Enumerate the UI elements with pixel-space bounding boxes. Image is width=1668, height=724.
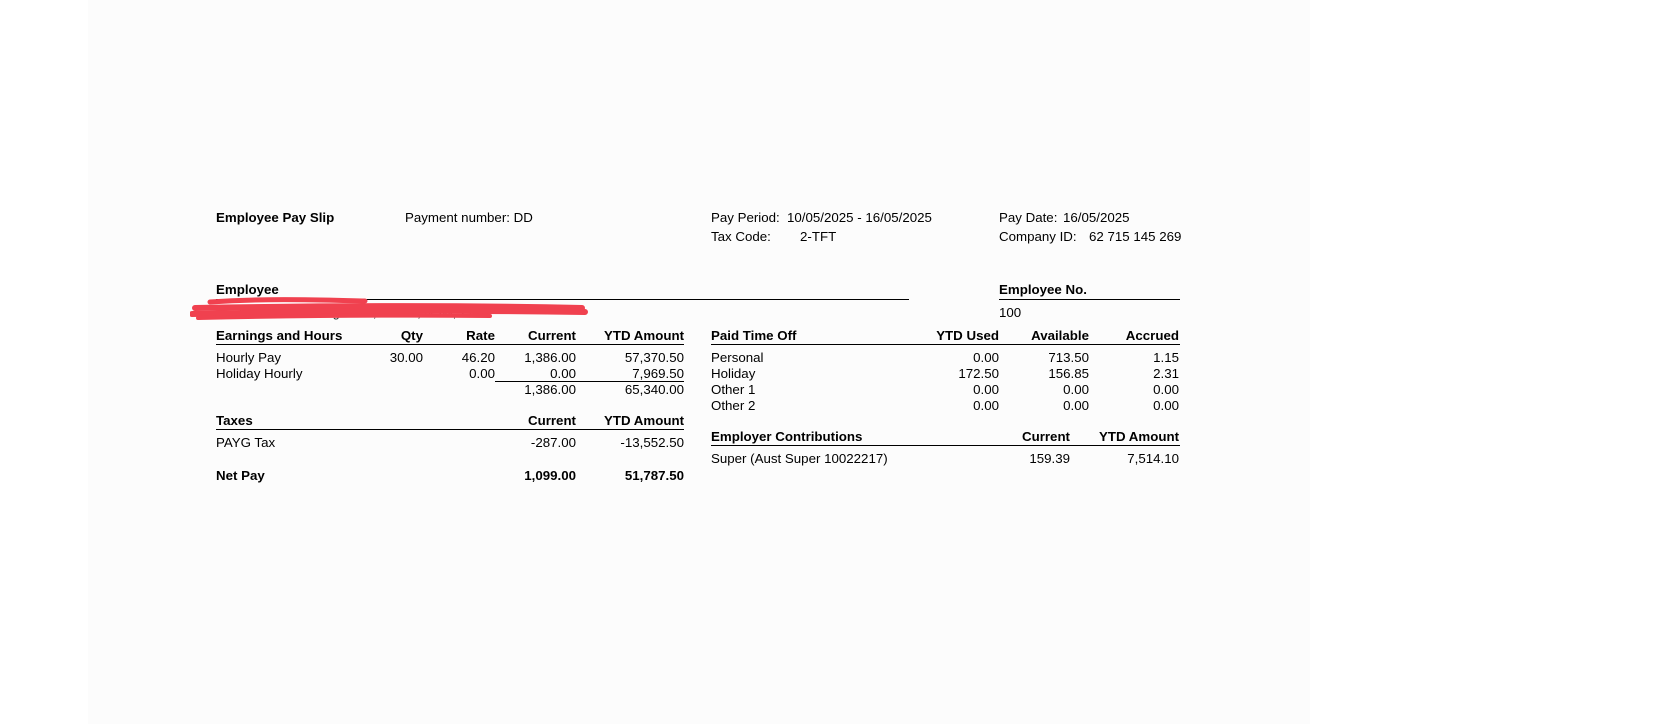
pay-period-label: Pay Period: <box>711 210 780 225</box>
earnings-row-label: Hourly Pay <box>216 350 282 365</box>
earnings-row-label: Holiday Hourly <box>216 366 303 381</box>
earnings-row-current: 0.00 <box>550 366 576 381</box>
pto-header-accrued: Accrued <box>1125 328 1179 343</box>
pto-row-label: Holiday <box>711 366 756 381</box>
employee-no-heading: Employee No. <box>999 282 1087 297</box>
pto-row-available: 713.50 <box>1048 350 1089 365</box>
contrib-header-rule <box>711 445 1180 446</box>
tax-code-value: 2-TFT <box>800 229 837 244</box>
contrib-header-ytd: YTD Amount <box>1098 429 1179 444</box>
contrib-header-label: Employer Contributions <box>711 429 863 444</box>
pto-row-label: Other 1 <box>711 382 756 397</box>
earnings-row-qty: 30.00 <box>389 350 423 365</box>
company-id-label: Company ID: <box>999 229 1077 244</box>
tax-code-label: Tax Code: <box>711 229 771 244</box>
earnings-row-current: 1,386.00 <box>524 350 576 365</box>
pto-row-available: 0.00 <box>1063 382 1089 397</box>
earnings-header-label: Earnings and Hours <box>216 328 343 343</box>
taxes-header-label: Taxes <box>216 413 253 428</box>
pto-row-label: Personal <box>711 350 764 365</box>
payslip-title: Employee Pay Slip <box>216 210 335 225</box>
earnings-total-ytd: 65,340.00 <box>624 382 684 397</box>
pto-header-available: Available <box>1031 328 1089 343</box>
taxes-row-ytd: -13,552.50 <box>620 435 684 450</box>
earnings-header-rate: Rate <box>466 328 495 343</box>
pto-row-available: 156.85 <box>1048 366 1089 381</box>
pto-row-accrued: 0.00 <box>1153 382 1179 397</box>
earnings-header-rule <box>216 344 684 345</box>
employee-heading: Employee <box>216 282 279 297</box>
company-id-value: 62 715 145 269 <box>1089 229 1182 244</box>
earnings-row-ytd: 7,969.50 <box>632 366 684 381</box>
taxes-header-ytd: YTD Amount <box>603 413 684 428</box>
pto-header-label: Paid Time Off <box>711 328 797 343</box>
pay-period-value: 10/05/2025 - 16/05/2025 <box>787 210 932 225</box>
pto-header-rule <box>711 344 1180 345</box>
pto-row-accrued: 2.31 <box>1153 366 1179 381</box>
contrib-row-current: 159.39 <box>1029 451 1070 466</box>
earnings-row-ytd: 57,370.50 <box>624 350 684 365</box>
pto-row-available: 0.00 <box>1063 398 1089 413</box>
pto-row-label: Other 2 <box>711 398 756 413</box>
taxes-header-rule <box>216 429 684 430</box>
employee-no-value: 100 <box>999 305 1022 320</box>
earnings-row-rate: 46.20 <box>461 350 495 365</box>
earnings-header-ytd: YTD Amount <box>603 328 684 343</box>
earnings-header-qty: Qty <box>400 328 423 343</box>
net-pay-label: Net Pay <box>216 468 265 483</box>
pay-date-value: 16/05/2025 <box>1063 210 1130 225</box>
redaction-scribble <box>190 296 590 322</box>
contrib-row-ytd: 7,514.10 <box>1127 451 1179 466</box>
pto-row-ytd-used: 0.00 <box>973 382 999 397</box>
pto-row-accrued: 1.15 <box>1153 350 1179 365</box>
employee-no-rule <box>999 299 1180 300</box>
earnings-total-current: 1,386.00 <box>524 382 576 397</box>
earnings-row-rate: 0.00 <box>469 366 495 381</box>
payment-number: Payment number: DD <box>405 210 533 225</box>
employee-address: C... N... 40 Burrawang Road, Avalon, NSW, 2107 <box>216 306 488 320</box>
pto-row-accrued: 0.00 <box>1153 398 1179 413</box>
earnings-header-current: Current <box>527 328 576 343</box>
pay-date-label: Pay Date: <box>999 210 1058 225</box>
taxes-row-current: -287.00 <box>530 435 576 450</box>
contrib-row-label: Super (Aust Super 10022217) <box>711 451 888 466</box>
pto-row-ytd-used: 172.50 <box>958 366 999 381</box>
pto-header-ytd-used: YTD Used <box>936 328 999 343</box>
pto-row-ytd-used: 0.00 <box>973 398 999 413</box>
contrib-header-current: Current <box>1021 429 1070 444</box>
net-pay-ytd: 51,787.50 <box>624 468 684 483</box>
pto-row-ytd-used: 0.00 <box>973 350 999 365</box>
taxes-header-current: Current <box>527 413 576 428</box>
taxes-row-label: PAYG Tax <box>216 435 276 450</box>
net-pay-current: 1,099.00 <box>524 468 576 483</box>
